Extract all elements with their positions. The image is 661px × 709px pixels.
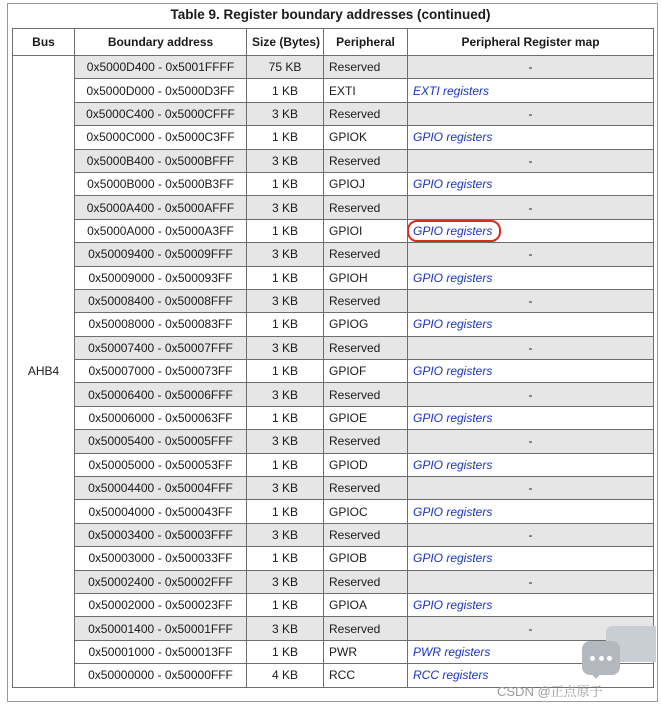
register-map-link[interactable] [413,224,492,238]
register-map-link[interactable] [413,177,492,191]
register-map-cell [408,126,654,149]
register-map-cell [408,406,654,429]
register-map-link[interactable] [413,598,492,612]
table-row [13,593,654,616]
register-map-link[interactable] [413,645,490,659]
table-row [13,617,654,640]
register-map-link-label: PWR registers [413,644,491,659]
register-map-cell [408,500,654,523]
register-map-link-label: GPIO registers [413,504,493,519]
watermark: CSDN @正点原子 [497,684,603,699]
register-map-link-label: GPIO registers [413,223,493,238]
boundary-address-cell: 0x50006400 - 0x50006FFF [75,383,247,406]
register-map-link-label: RCC registers [413,668,489,683]
size-cell: 3 KB [247,430,324,453]
boundary-address-cell: 0x5000D000 - 0x5000D3FF [75,79,247,102]
peripheral-cell: EXTI [324,79,408,102]
peripheral-cell: Reserved [324,56,408,79]
register-map-link[interactable] [413,271,492,285]
chat-bubble-icon[interactable] [582,641,620,675]
table-row [13,266,654,289]
table-row [13,430,654,453]
boundary-address-cell: 0x5000B000 - 0x5000B3FF [75,172,247,195]
register-map-cell [408,547,654,570]
size-cell: 3 KB [247,383,324,406]
boundary-address-cell: 0x50002000 - 0x500023FF [75,593,247,616]
register-map-link-label: GPIO registers [413,551,493,566]
peripheral-cell: GPIOF [324,360,408,383]
table-row [13,547,654,570]
boundary-address-cell: 0x50008000 - 0x500083FF [75,313,247,336]
table-caption: Table 9. Register boundary addresses (continued) [170,7,491,22]
peripheral-cell: GPIOG [324,313,408,336]
peripheral-cell: GPIOC [324,500,408,523]
boundary-address-cell: 0x50008400 - 0x50008FFF [75,289,247,312]
peripheral-cell: GPIOK [324,126,408,149]
peripheral-cell: GPIOD [324,453,408,476]
boundary-address-cell: 0x5000C400 - 0x5000CFFF [75,102,247,125]
boundary-address-cell: 0x50006000 - 0x500063FF [75,406,247,429]
table-row [13,149,654,172]
register-map-link-label: GPIO registers [413,270,493,285]
register-map-link[interactable] [413,505,492,519]
boundary-address-cell: 0x50007000 - 0x500073FF [75,360,247,383]
header-boundary-address: Boundary address [75,29,247,56]
size-cell: 3 KB [247,477,324,500]
peripheral-cell: Reserved [324,430,408,453]
register-map-link[interactable] [413,458,492,472]
register-map-link[interactable] [413,84,489,98]
register-map-cell: - [408,570,654,593]
register-map-cell: - [408,383,654,406]
peripheral-cell: Reserved [324,243,408,266]
boundary-address-cell: 0x5000A000 - 0x5000A3FF [75,219,247,242]
boundary-address-cell: 0x50002400 - 0x50002FFF [75,570,247,593]
peripheral-cell: Reserved [324,149,408,172]
register-map-cell [408,360,654,383]
table-row [13,477,654,500]
register-map-cell: - [408,196,654,219]
register-map-cell: - [408,523,654,546]
register-map-cell: - [408,617,654,640]
peripheral-cell: Reserved [324,336,408,359]
size-cell: 1 KB [247,406,324,429]
register-map-cell: - [408,149,654,172]
boundary-address-cell: 0x50003000 - 0x500033FF [75,547,247,570]
boundary-address-cell: 0x50009000 - 0x500093FF [75,266,247,289]
boundary-address-cell: 0x5000D400 - 0x5001FFFF [75,56,247,79]
peripheral-cell: GPIOJ [324,172,408,195]
size-cell: 3 KB [247,102,324,125]
size-cell: 1 KB [247,500,324,523]
register-boundary-table [12,28,654,688]
peripheral-cell: GPIOB [324,547,408,570]
table-row [13,102,654,125]
peripheral-cell: RCC [324,664,408,687]
table-row [13,243,654,266]
register-map-cell: - [408,336,654,359]
boundary-address-cell: 0x5000A400 - 0x5000AFFF [75,196,247,219]
boundary-address-cell: 0x5000B400 - 0x5000BFFF [75,149,247,172]
size-cell: 3 KB [247,196,324,219]
size-cell: 3 KB [247,570,324,593]
size-cell: 1 KB [247,219,324,242]
peripheral-cell: GPIOH [324,266,408,289]
peripheral-cell: Reserved [324,617,408,640]
boundary-address-cell: 0x5000C000 - 0x5000C3FF [75,126,247,149]
register-map-cell [408,79,654,102]
size-cell: 4 KB [247,664,324,687]
table-row [13,453,654,476]
table-row [13,523,654,546]
table-row [13,360,654,383]
size-cell: 3 KB [247,149,324,172]
bus-cell: AHB4 [13,56,75,688]
register-map-link-label: GPIO registers [413,130,493,145]
size-cell: 3 KB [247,617,324,640]
register-map-cell [408,313,654,336]
size-cell: 1 KB [247,266,324,289]
boundary-address-cell: 0x50005000 - 0x500053FF [75,453,247,476]
size-cell: 3 KB [247,523,324,546]
table-body [13,56,654,688]
table-row [13,219,654,242]
boundary-address-cell: 0x50000000 - 0x50000FFF [75,664,247,687]
register-map-link[interactable] [413,551,492,565]
register-map-link-label: GPIO registers [413,457,493,472]
table-row [13,126,654,149]
boundary-address-cell: 0x50001000 - 0x500013FF [75,640,247,663]
header-peripheral: Peripheral [324,29,408,56]
register-map-cell: - [408,430,654,453]
table-row [13,289,654,312]
register-map-link-label: GPIO registers [413,598,493,613]
peripheral-cell: Reserved [324,570,408,593]
peripheral-cell: Reserved [324,523,408,546]
register-map-cell [408,593,654,616]
size-cell: 1 KB [247,126,324,149]
table-row [13,336,654,359]
boundary-address-cell: 0x50004000 - 0x500043FF [75,500,247,523]
table-row [13,56,654,79]
header-size: Size (Bytes) [247,29,324,56]
peripheral-cell: GPIOE [324,406,408,429]
register-map-link-label: GPIO registers [413,177,493,192]
register-map-cell: - [408,243,654,266]
table-row [13,570,654,593]
register-map-cell: - [408,477,654,500]
size-cell: 1 KB [247,313,324,336]
table-row [13,406,654,429]
table-row [13,172,654,195]
boundary-address-cell: 0x50004400 - 0x50004FFF [75,477,247,500]
register-map-link[interactable] [413,668,488,682]
register-map-link[interactable] [413,364,492,378]
table-row [13,383,654,406]
register-map-cell: - [408,102,654,125]
register-map-cell [408,172,654,195]
table-row [13,500,654,523]
table-row [13,79,654,102]
size-cell: 1 KB [247,593,324,616]
register-map-link[interactable] [413,317,492,331]
boundary-address-cell: 0x50005400 - 0x50005FFF [75,430,247,453]
table-row [13,313,654,336]
header-row [13,29,654,56]
boundary-address-cell: 0x50009400 - 0x50009FFF [75,243,247,266]
register-map-link[interactable] [413,130,492,144]
boundary-address-cell: 0x50007400 - 0x50007FFF [75,336,247,359]
size-cell: 75 KB [247,56,324,79]
peripheral-cell: GPIOA [324,593,408,616]
register-map-cell: - [408,289,654,312]
size-cell: 3 KB [247,243,324,266]
peripheral-cell: PWR [324,640,408,663]
header-bus: Bus [13,29,75,56]
table-row [13,640,654,663]
size-cell: 1 KB [247,172,324,195]
header-register-map: Peripheral Register map [408,29,654,56]
size-cell: 3 KB [247,336,324,359]
register-map-cell: - [408,56,654,79]
peripheral-cell: Reserved [324,102,408,125]
register-map-link[interactable] [413,411,492,425]
size-cell: 1 KB [247,360,324,383]
size-cell: 1 KB [247,79,324,102]
size-cell: 1 KB [247,547,324,570]
register-map-cell [408,219,654,242]
size-cell: 3 KB [247,289,324,312]
peripheral-cell: Reserved [324,383,408,406]
register-map-link-label: GPIO registers [413,317,493,332]
size-cell: 1 KB [247,453,324,476]
table-row [13,196,654,219]
peripheral-cell: Reserved [324,477,408,500]
peripheral-cell: GPIOI [324,219,408,242]
boundary-address-cell: 0x50001400 - 0x50001FFF [75,617,247,640]
boundary-address-cell: 0x50003400 - 0x50003FFF [75,523,247,546]
peripheral-cell: Reserved [324,289,408,312]
register-map-link-label: EXTI registers [413,83,490,98]
register-map-link-label: GPIO registers [413,364,493,379]
register-map-cell [408,266,654,289]
register-map-cell [408,453,654,476]
peripheral-cell: Reserved [324,196,408,219]
register-map-link-label: GPIO registers [413,411,493,426]
size-cell: 1 KB [247,640,324,663]
